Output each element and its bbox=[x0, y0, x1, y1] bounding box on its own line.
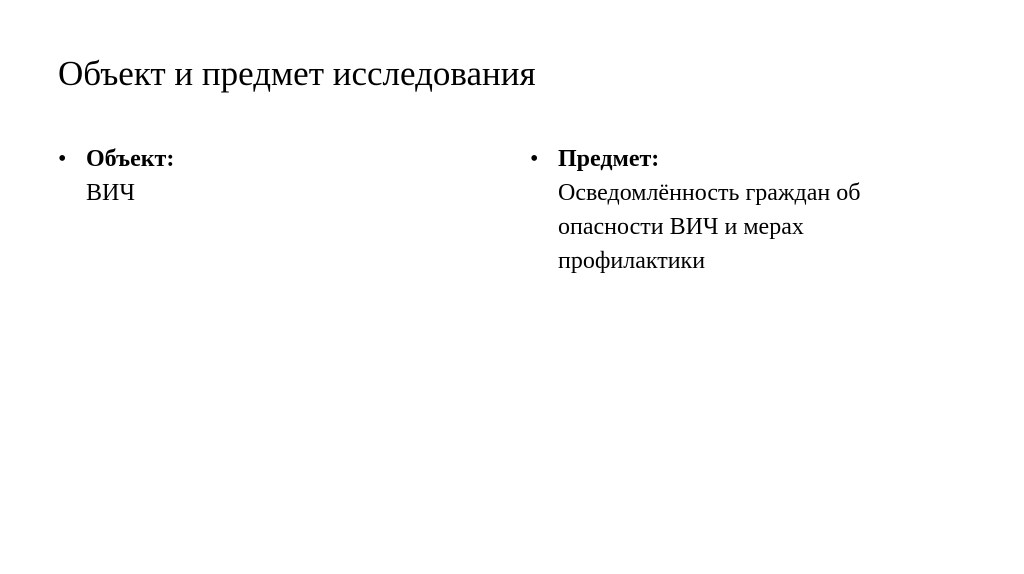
bullet-icon: • bbox=[58, 146, 67, 172]
object-column bbox=[58, 142, 458, 210]
object-text: ВИЧ bbox=[86, 180, 135, 206]
subject-column bbox=[530, 142, 930, 278]
bullet-icon: • bbox=[530, 146, 539, 172]
slide-title: Объект и предмет исследования bbox=[58, 54, 536, 93]
object-block bbox=[86, 142, 174, 210]
subject-block bbox=[558, 142, 860, 278]
subject-text-line-3: профилактики bbox=[558, 248, 706, 274]
object-label: Объект: bbox=[86, 146, 175, 172]
subject-text-line-1: Осведомлённость граждан об bbox=[558, 180, 861, 206]
subject-text-line-2: опасности ВИЧ и мерах bbox=[558, 214, 804, 240]
subject-label: Предмет: bbox=[558, 146, 660, 172]
